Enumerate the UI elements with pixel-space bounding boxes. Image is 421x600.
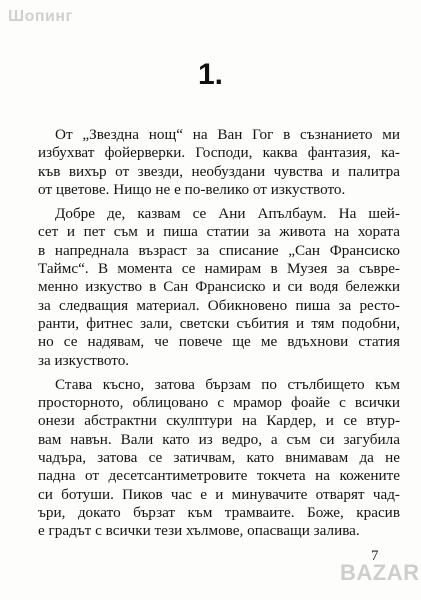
- text-line: ранти, фитнес зали, светски събития и тям подобни,: [38, 314, 400, 332]
- text-line: онези абстрактни скулптури на Кардер, и се втур-: [38, 412, 400, 430]
- text-line: Добре де, казвам се Ани Апълбаум. На шей-: [55, 205, 400, 223]
- watermark-bottom: BAZAR: [340, 560, 420, 585]
- watermark-top: Шопинг: [8, 8, 73, 25]
- text-line: е градът с всички тези хълмове, опасващи залива.: [38, 522, 360, 540]
- text-line: От „Звездна нощ“ на Ван Гог в съзнанието ми: [55, 126, 400, 143]
- text-line: падна от десетсантиметровите токчета на кожените: [38, 467, 400, 485]
- paragraph-2: [38, 205, 400, 370]
- paragraph-1: [38, 126, 400, 199]
- text-line: за изкуството.: [38, 351, 130, 369]
- text-line: сет и пет съм и пиша статии за живота на хората: [38, 223, 400, 241]
- body-text: [38, 126, 400, 547]
- text-line: просторното, облицовано с мрамор фоайе с всички: [38, 394, 400, 412]
- paragraph-3: [38, 376, 400, 541]
- text-line: чадъра, затова се затичвам, като внимавам да не: [38, 449, 400, 467]
- text-line: за следващия материал. Обикновено пиша за ресто-: [38, 296, 400, 314]
- page-number: 7: [371, 548, 379, 564]
- text-line: къв вихър от звезди, необуздани чувства и палитра: [38, 162, 400, 180]
- text-line: менно изкуство в Сан Франсиско и си водя бележки: [38, 278, 400, 296]
- text-line: Става късно, затова бързам по стълбището към: [55, 375, 400, 393]
- text-line: ъри, докато бързат към трамваите. Боже, красив: [38, 503, 400, 521]
- chapter-number: 1.: [197, 58, 224, 91]
- text-line: избухват фойерверки. Господи, каква фантазия, ка-: [38, 144, 400, 162]
- text-line: но се надявам, че повече ще ме вдъхнови статия: [38, 333, 400, 351]
- text-line: в напреднала възраст за списание „Сан Франсиско: [38, 241, 400, 259]
- text-line: от цветове. Нищо не е по-велико от изкуството.: [38, 180, 346, 198]
- text-line: си ботуши. Пиков час е и минувачите отварят чад-: [38, 485, 400, 503]
- text-line: вам навън. Вали като из ведро, а съм си загубила: [38, 430, 400, 448]
- text-line: Таймс“. В момента се намирам в Музея за съвре-: [38, 260, 400, 278]
